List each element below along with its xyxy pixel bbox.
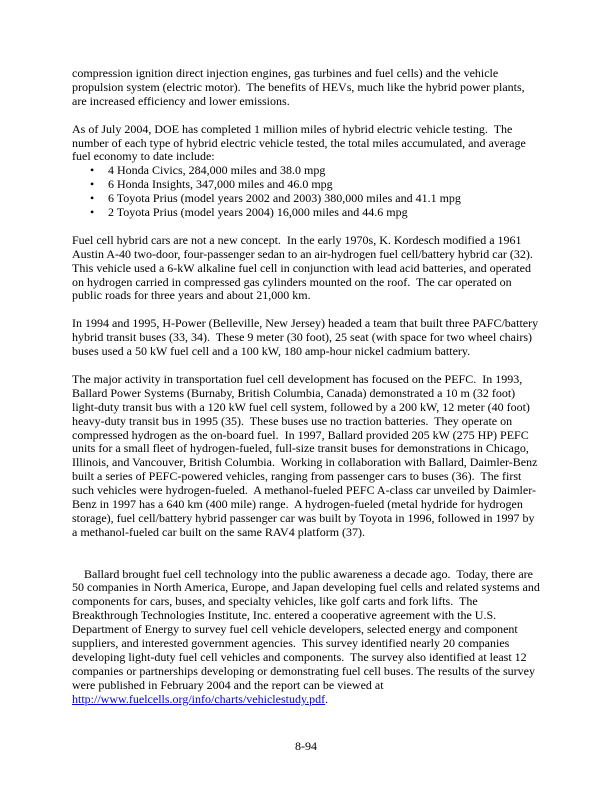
- list-item: [72, 206, 540, 220]
- bullet-icon: •: [90, 191, 95, 206]
- list-item-text: 6 Honda Insights, 347,000 miles and 46.0 mpg: [108, 177, 333, 192]
- list-item-text: 6 Toyota Prius (model years 2002 and 2003) 380,000 miles and 41.1 mpg: [108, 191, 461, 206]
- list-item-text: 2 Toyota Prius (model years 2004) 16,000 miles and 44.6 mpg: [108, 205, 408, 220]
- bullet-icon: •: [90, 205, 95, 220]
- paragraph-hev-benefits: compression ignition direct injection engines, gas turbines and fuel cells) and the vehicle propulsion system (electric motor). The benefits of HEVs, much like the hybrid power plants, are increased efficiency and lower emissions.: [72, 66, 528, 108]
- hybrid-vehicle-list: [72, 164, 540, 220]
- paragraph-hpower-buses: In 1994 and 1995, H-Power (Belleville, New Jersey) headed a team that built three PAFC/battery hybrid transit buses (33, 34). These 9 meter (30 foot), 25 seat (with space for two wheel chairs) buses used a 50 kW fuel cell and a 100 kW, 180 amp-hour nickel cadmium battery.: [72, 316, 542, 359]
- list-item: [72, 192, 540, 206]
- vehicle-study-link[interactable]: http://www.fuelcells.org/info/charts/vehiclestudy.pdf: [72, 691, 326, 706]
- paragraph-kordesch-hybrid: Fuel cell hybrid cars are not a new concept. In the early 1970s, K. Kordesch modified a 1961 Austin A-40 two-door, four-passenger sedan to an air-hydrogen fuel cell/battery hybrid car (32). This vehicle used a 6-kW alkaline fuel cell in conjunction with lead acid batteries, and operated on hydrogen carried in compressed gas cylinders mounted on the roof. The car operated on public roads for three years and about 21,000 km.: [72, 232, 539, 303]
- page-number: 8-94: [295, 739, 317, 753]
- list-item: [72, 178, 540, 192]
- paragraph-survey: [72, 554, 543, 721]
- paragraph-doe-testing-intro: As of July 2004, DOE has completed 1 million miles of hybrid electric vehicle testing. The number of each type of hybrid electric vehicle tested, the total miles accumulated, and average fuel economy to date include:: [72, 121, 529, 164]
- survey-text: Ballard brought fuel cell technology into the public awareness a decade ago. Today, there are 50 companies in North America, Europe, and Japan developing fuel cells and related systems and components for cars, buses, and specialty vehicles, like golf carts and fork lifts. The Breakthrough Technologies Institute, Inc. entered a cooperative agreement with the U.S. Department of Energy to survey fuel cell vehicle developers, selected energy and component suppliers, and interested government agencies. This survey identified nearly 20 companies developing light-duty fuel cell vehicles and components. The survey also identified at least 12 companies or partnerships developing or demonstrating fuel cell buses. The results of the survey were published in February 2004 and the report can be viewed at: [72, 566, 543, 692]
- list-item: [72, 164, 540, 178]
- paragraph-ballard-pefc: The major activity in transportation fuel cell development has focused on the PEFC. In 1993, Ballard Power Systems (Burnaby, British Columbia, Canada) demonstrated a 10 m (32 foot) light-duty transit bus with a 120 kW fuel cell system, followed by a 200 kW, 12 meter (40 foot) heavy-duty transit bus in 1995 (35). These buses use no traction batteries. They operate on compressed hydrogen as the on-board fuel. In 1997, Ballard provided 205 kW (275 HP) PEFC units for a small fleet of hydrogen-fueled, full-size transit buses for demonstrations in Chicago, Illinois, and Vancouver, British Columbia. Working in collaboration with Ballard, Daimler-Benz built a series of PEFC-powered vehicles, ranging from passenger cars to buses (36). The first such vehicles were hydrogen-fueled. A methanol-fueled PEFC A-class car unveiled by Daimler-Benz in 1997 has a 640 km (400 mile) range. A hydrogen-fueled (metal hydride for hydrogen storage), fuel cell/battery hybrid passenger car was built by Toyota in 1996, followed in 1997 by a methanol-fueled car built on the same RAV4 platform (37).: [72, 371, 541, 539]
- bullet-icon: •: [90, 177, 95, 192]
- link-trailing-period: .: [325, 691, 329, 706]
- list-item-text: 4 Honda Civics, 284,000 miles and 38.0 mpg: [108, 163, 326, 178]
- bullet-icon: •: [90, 163, 95, 178]
